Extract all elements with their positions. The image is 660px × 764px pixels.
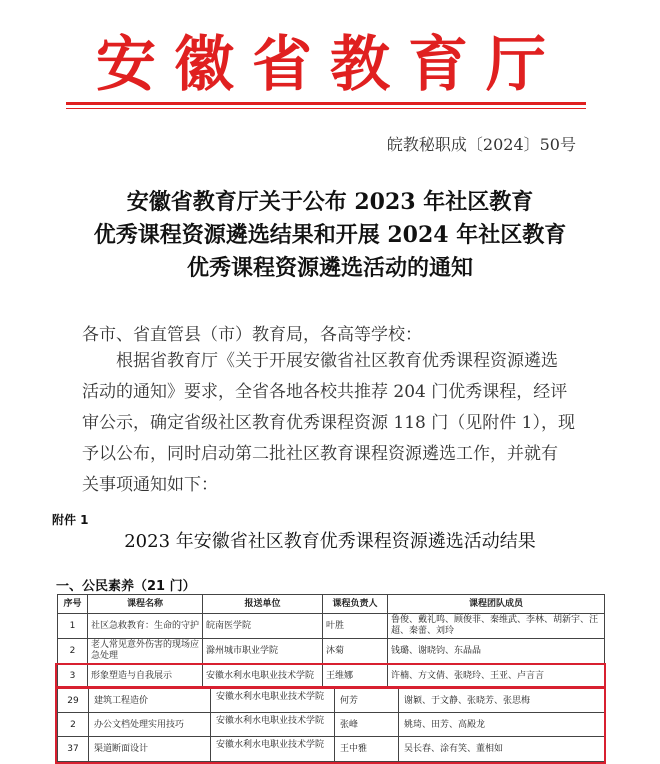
cell-course: 办公文档处理实用技巧 [94,720,185,730]
column-header: 课程团队成员 [388,595,605,614]
cell-course: 老人常见意外伤害的现场应急处理 [88,639,203,664]
cell-unit: 滁州城市职业学院 [203,639,323,664]
column-header: 课程负责人 [323,595,388,614]
column-header: 序号 [58,595,88,614]
red-divider-thin [66,108,586,109]
cell-team: 许楠、方文倩、张晓玲、王亚、卢言言 [388,664,605,689]
body-line: 予以公布，同时启动第二批社区教育课程资源遴选工作，并就有 [82,444,558,464]
cell-unit: 安徽水利水电职业技术学院 [216,692,325,702]
cell-team: 钱璐、谢晓钧、东晶晶 [388,639,605,664]
table-row [58,639,605,664]
cell-team: 姚琦、田芳、高殿龙 [404,720,486,730]
cell-course: 社区急救教育：生命的守护 [88,614,203,639]
cell-lead: 王维娜 [323,664,388,689]
title-line: 安徽省教育厅关于公布 2023 年社区教育 [126,189,534,215]
column-header: 报送单位 [203,595,323,614]
cell-team: 吴长春、涂有笑、董相如 [404,744,504,754]
cell-lead: 叶胜 [323,614,388,639]
body-line: 根据省教育厅《关于开展安徽省社区教育优秀课程资源遴选 [116,351,558,371]
cell-lead: 何芳 [340,696,359,706]
table-row [58,614,605,639]
cell-team: 谢颖、于文静、张晓芳、张思梅 [404,696,531,706]
cell-num: 2 [70,720,76,730]
body-line: 活动的通知》要求，全省各地各校共推荐 204 门优秀课程，经评 [82,382,568,402]
cell-lead: 沐菊 [323,639,388,664]
cell-unit: 安徽水利水电职业技术学院 [203,664,323,689]
cell-num: 2 [58,639,88,664]
cell-lead: 张峰 [340,720,359,730]
attachment-label: 附件 1 [52,513,89,527]
cell-team: 鲁俊、戴礼鸣、顾俊菲、秦维武、李林、胡新宇、汪超、秦蕾、刘玲 [388,614,605,639]
notice-title [0,186,660,285]
red-divider [66,102,586,105]
cell-course: 渠道断面设计 [94,744,149,754]
body-text [82,346,590,501]
cell-unit: 安徽水利水电职业技术学院 [216,740,325,750]
salutation: 各市、省直管县（市）教育局，各高等学校： [82,325,422,345]
cell-unit: 安徽水利水电职业技术学院 [216,716,325,726]
title-line: 优秀课程资源遴选结果和开展 2024 年社区教育 [93,222,567,248]
cell-num: 3 [58,664,88,689]
cell-num: 29 [67,696,79,706]
bureau-name: 安徽省教育厅 [96,30,564,100]
body-line: 审公示，确定省级社区教育优秀课程资源 118 门（见附件 1），现 [82,413,575,433]
cell-unit: 皖南医学院 [203,614,323,639]
attachment-title: 2023 年安徽省社区教育优秀课程资源遴选活动结果 [124,531,536,552]
section-heading: 一、公民素养（21 门） [56,579,196,594]
body-line: 关事项通知如下： [82,475,218,495]
cell-course: 建筑工程造价 [94,696,149,706]
cell-num: 37 [67,744,79,754]
document-number: 皖教秘职成〔2024〕50号 [386,135,576,154]
column-header: 课程名称 [88,595,203,614]
cell-num: 1 [58,614,88,639]
highlight-box [55,686,606,764]
table-header-row [58,595,605,614]
cell-lead: 王中雅 [340,744,368,754]
cell-course: 形象塑造与自我展示 [88,664,203,689]
title-line: 优秀课程资源遴选活动的通知 [186,255,473,281]
